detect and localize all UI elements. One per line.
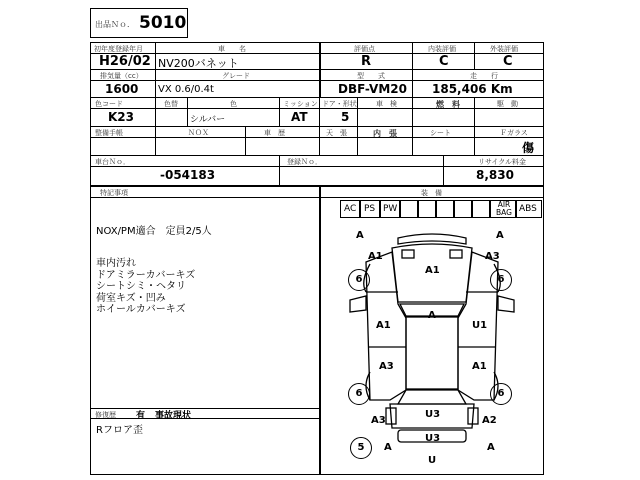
damage-mark: A (356, 230, 364, 241)
grade-label: グレード (222, 72, 250, 80)
lot-number-box (90, 8, 188, 38)
drive-label: 駆 動 (497, 100, 518, 108)
mileage-label: 走 行 (470, 72, 498, 80)
nox-label: ＮＯＸ (188, 129, 209, 137)
color-code-value: K23 (108, 110, 134, 124)
damage-mark: A (428, 310, 436, 321)
score-value: R (361, 54, 372, 69)
recycle-value: 8,830 (476, 168, 514, 182)
door-label: ドア・形状 (322, 100, 357, 108)
damage-mark: U (428, 455, 437, 466)
equipment-row (320, 198, 544, 220)
mileage-value: 185,406 Km (432, 82, 513, 96)
equip-slot (436, 200, 454, 218)
fuel-label: 燃 料 (436, 100, 460, 109)
damage-mark: A2 (482, 415, 497, 426)
year-label: 初年度登録年月 (94, 45, 143, 53)
equip-slot (400, 200, 418, 218)
equip-slot (418, 200, 436, 218)
damage-mark: A3 (485, 251, 500, 262)
interior-label: 内装評価 (428, 45, 456, 53)
damage-mark: A3 (379, 361, 394, 372)
wheel-mark: 6 (490, 269, 512, 291)
color-sys-label: 色替 (164, 100, 178, 108)
year-value: H26/02 (99, 54, 151, 69)
mission-value: AT (291, 110, 308, 124)
accident-value: Rフロア歪 (96, 425, 143, 436)
repair-value: 有 (136, 411, 146, 421)
list-item: 荷室キズ・凹み (96, 292, 166, 304)
chassis-label: 車台Ｎｏ． (95, 158, 130, 166)
damage-mark: A1 (425, 265, 440, 276)
reg-label: 登録Ｎｏ． (287, 158, 322, 166)
name-value: NV200バネット (158, 57, 239, 70)
history-label: 車 歴 (264, 129, 285, 137)
repair-label: 修復歴 (95, 411, 116, 419)
damage-mark: U3 (425, 433, 441, 444)
chassis-value: -054183 (160, 168, 216, 182)
list-item: シートシミ・ヘタリ (96, 281, 186, 292)
notes-list (96, 258, 195, 316)
damage-mark: A (496, 230, 504, 241)
exterior-label: 外装評価 (490, 45, 518, 53)
interior-value: C (439, 54, 449, 69)
equip-slot (472, 200, 490, 218)
equip-ac: AC (340, 200, 360, 218)
equip-abs: ABS (516, 200, 542, 218)
list-item: 車内汚れ (96, 258, 136, 269)
lot-label: 出品Ｎｏ． (95, 20, 135, 29)
damage-mark: U1 (472, 320, 488, 331)
lot-number: 5010 (139, 13, 187, 33)
equip-pw: PW (380, 200, 400, 218)
manual-label: 整備手帳 (95, 129, 123, 137)
spare-tire-mark: 5 (350, 437, 372, 459)
list-item: ドアミラーカバーキズ (96, 269, 196, 281)
color-code-label: 色コード (95, 100, 123, 108)
grade-value: VX 0.6/0.4t (158, 84, 214, 95)
interior-sheet-label: 内 張 (373, 129, 397, 138)
damage-mark: A1 (472, 361, 487, 372)
damage-mark: A3 (371, 415, 386, 426)
notes-line1: NOX/PM適合 定員2/5人 (96, 226, 212, 237)
special-label: 特記事項 (100, 189, 128, 197)
exterior-value: C (503, 54, 513, 69)
damage-mark: U3 (425, 409, 441, 420)
cc-value: 1600 (105, 82, 139, 96)
score-label: 評価点 (354, 45, 375, 53)
color-label: 色 (230, 100, 237, 108)
fglass-value: 傷 (522, 141, 535, 155)
wheel-mark: 6 (348, 269, 370, 291)
model-value: DBF-VM20 (338, 82, 407, 96)
accident-label: 事故現状 (155, 411, 192, 421)
damage-mark: A (487, 442, 495, 453)
cc-label: 排気量（cc） (100, 72, 143, 80)
model-label: 型 式 (357, 72, 385, 80)
mission-label: ミッション (283, 100, 318, 108)
equip-slot (454, 200, 472, 218)
sunroof-label: 天 張 (326, 129, 347, 137)
equip-ps: PS (360, 200, 380, 218)
recycle-label: リサイクル料金 (478, 158, 527, 166)
damage-mark: A1 (376, 320, 391, 331)
door-value: 5 (341, 110, 350, 124)
list-item: ホイールカバーキズ (96, 304, 186, 315)
damage-mark: A (384, 442, 392, 453)
equipment-label: 装 備 (421, 189, 442, 197)
wheel-mark: 6 (490, 383, 512, 405)
damage-mark: A1 (368, 251, 383, 262)
wheel-mark: 6 (348, 383, 370, 405)
name-label: 車 名 (218, 45, 246, 53)
color-value: シルバー (190, 115, 226, 125)
equip-airbag: AIR BAG (490, 200, 516, 218)
inspection-label: 車 検 (376, 100, 397, 108)
seat-label: シート (430, 129, 451, 137)
fglass-label: Ｆガラス (500, 129, 528, 137)
